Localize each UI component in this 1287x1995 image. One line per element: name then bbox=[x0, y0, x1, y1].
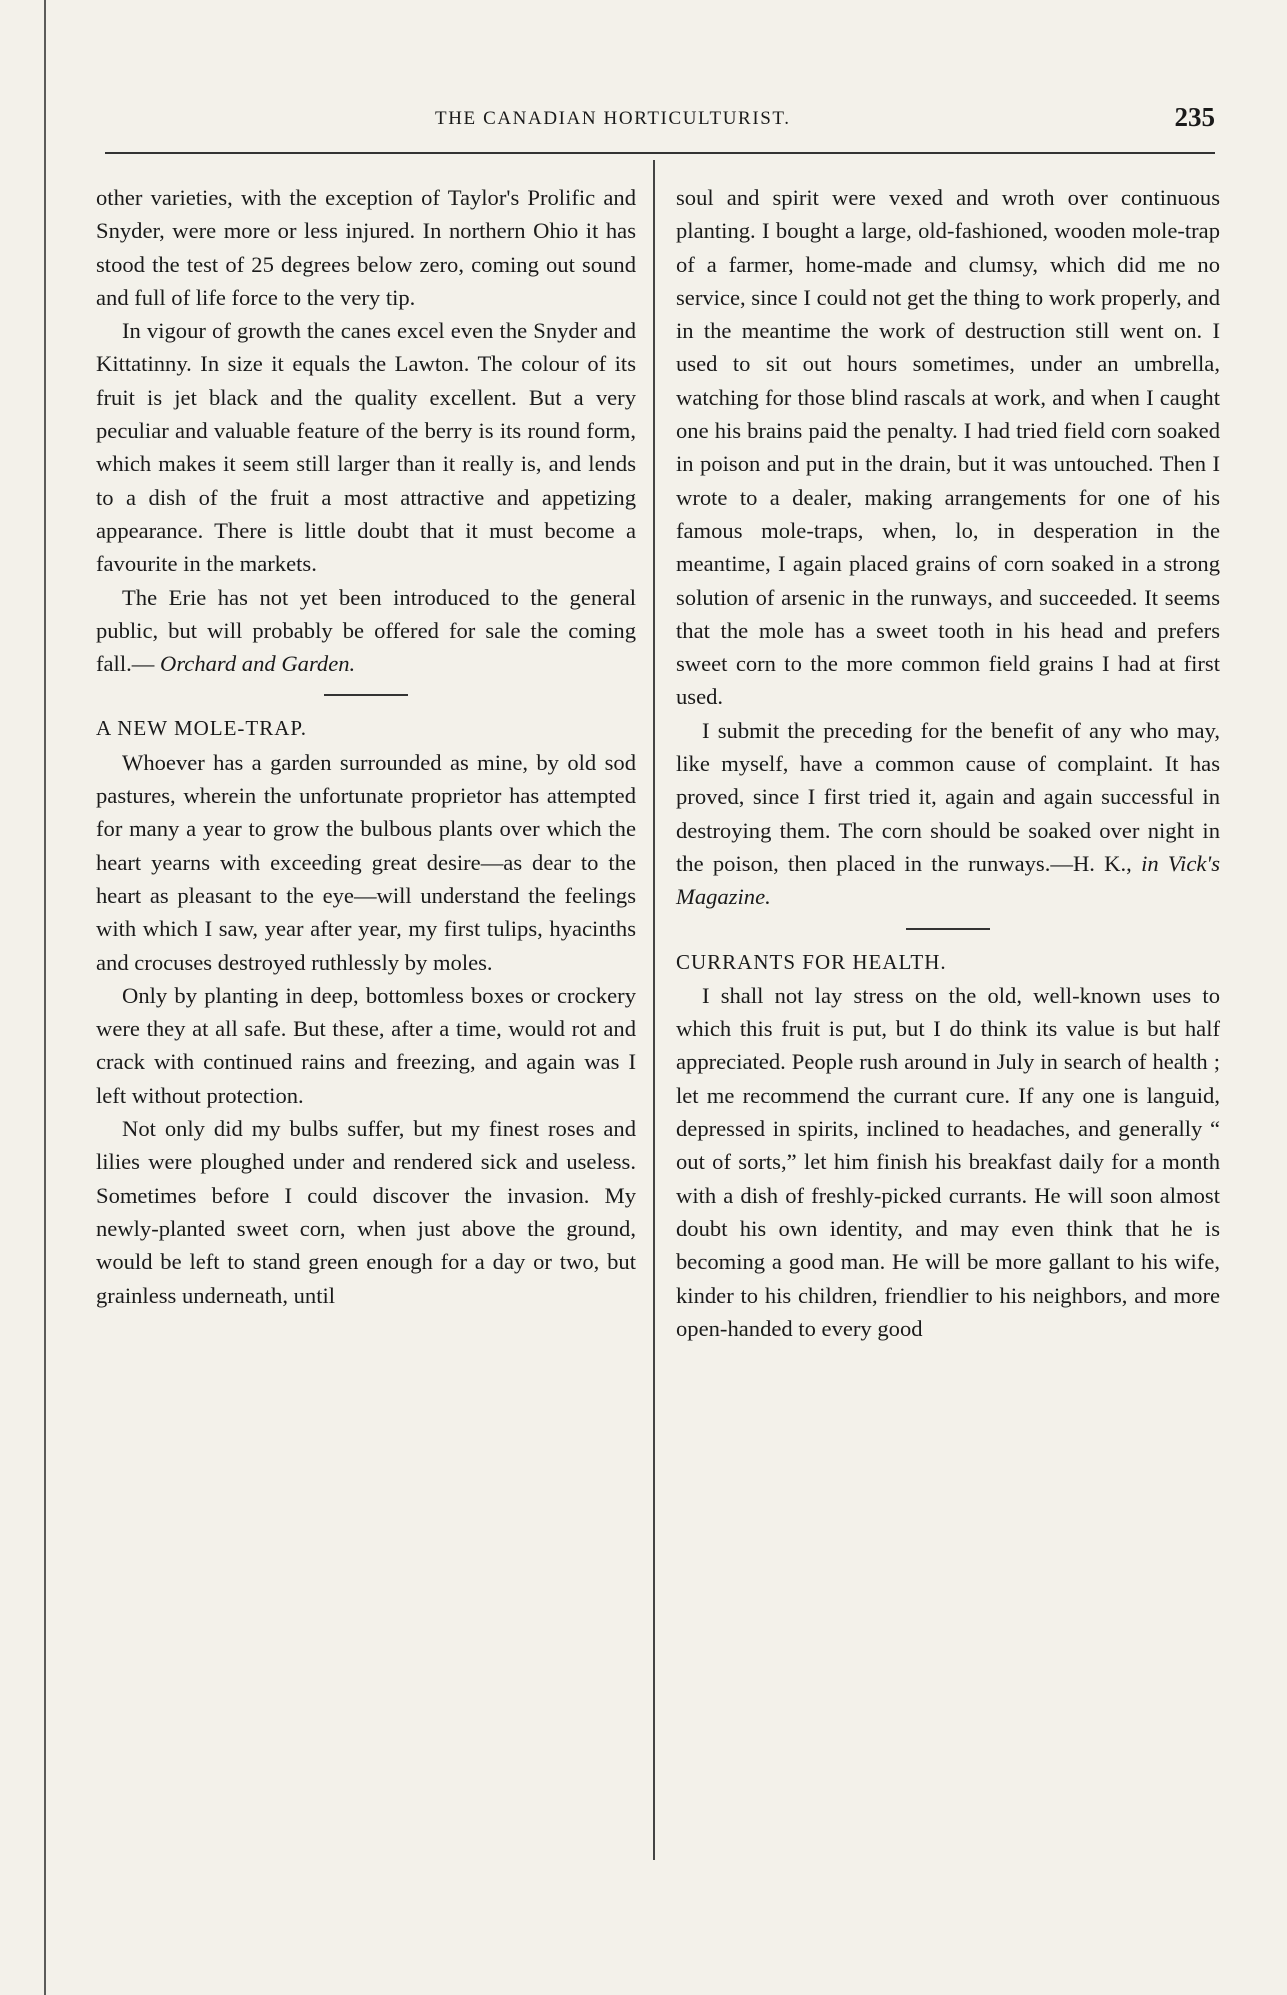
paragraph-with-source bbox=[676, 714, 1220, 914]
paragraph: other varieties, with the exception of Taylor's Prolific and Snyder, were more or less injured. In northern Ohio it has stood the test of 25 degrees below zero, coming out sound and full of life force to the very tip. bbox=[96, 185, 636, 310]
section-separator bbox=[906, 928, 990, 930]
paragraph: Whoever has a garden surrounded as mine, by old sod pastures, wherein the unfortunate proprietor has attempted for many a year to grow the bulbous plants over which the heart yearns with exceeding great desire—as dear to the heart as pleasant to the eye—will understand the feelings with which I saw, year after year, my first tulips, hyacinths and crocuses destroyed ruthlessly by moles. bbox=[96, 749, 636, 975]
paragraph: I shall not lay stress on the old, well-known uses to which this fruit is put, but I do think its value is but half appreciated. People rush around in July in search of health ; let me recommend the currant cure. If any one is languid, depressed in spirits, inclined to headaches, and generally “ out of sorts,” let him finish his breakfast daily for a month with a dish of freshly-picked currants. He will soon almost doubt his own identity, and may even think that he is becoming a good man. He will be more gallant to his wife, kinder to his children, friendlier to his neighbors, and more open-handed to every good bbox=[676, 982, 1220, 1341]
right-column bbox=[676, 181, 1220, 1345]
paragraph: Not only did my bulbs suffer, but my finest roses and lilies were ploughed under and rendered sick and useless. Sometimes before I could discover the invasion. My newly-planted sweet corn, when just above the ground, would be left to stand green enough for a day or two, but grainless underneath, until bbox=[96, 1116, 636, 1308]
paragraph: soul and spirit were vexed and wroth over continuous planting. I bought a large, old-fashioned, wooden mole-trap of a farmer, home-made and clumsy, which did me no service, since I could not get the thing to work properly, and in the meantime the work of destruction still went on. I used to sit out hours sometimes, under an umbrella, watching for those blind rascals at work, and when I caught one his brains paid the penalty. I had tried field corn soaked in poison and put in the drain, but it was untouched. Then I wrote to a dealer, making arrangements for one of his famous mole-traps, when, lo, in desperation in the meantime, I again placed grains of corn soaked in a strong solution of arsenic in the runways, and succeeded. It seems that the mole has a sweet tooth in his head and prefers sweet corn to the more common field grains I had at first used. bbox=[676, 185, 1220, 710]
paragraph: Only by planting in deep, bottomless boxes or crockery were they at all safe. But these, after a time, would rot and crack with continued rains and freezing, and again was I left without protection. bbox=[96, 982, 636, 1108]
left-column bbox=[96, 181, 636, 1312]
section-heading-currants: CURRANTS FOR HEALTH. bbox=[676, 949, 947, 974]
paragraph-with-source bbox=[96, 581, 636, 681]
paragraph: In vigour of growth the canes excel even the Snyder and Kittatinny. In size it equals the Lawton. The colour of its fruit is jet black and the quality excellent. But a very peculiar and valuable feature of the berry is its round form, which makes it seem still larger than it really is, and lends to a dish of the fruit a most attractive and appetizing appearance. There is little doubt that it must become a favourite in the markets. bbox=[96, 318, 636, 577]
paragraph-text: The Erie has not yet been introduced to the general public, but will probably be offered for sale the coming fall.— bbox=[96, 584, 636, 677]
binding-edge-line bbox=[44, 0, 46, 1995]
section-separator bbox=[324, 694, 408, 696]
running-title: THE CANADIAN HORTICULTURIST. bbox=[435, 108, 791, 129]
section-heading-mole-trap: A NEW MOLE-TRAP. bbox=[96, 716, 308, 741]
header-rule bbox=[105, 152, 1215, 154]
source-citation: in Vick's Magazine. bbox=[676, 850, 1221, 910]
page-number: 235 bbox=[1174, 102, 1215, 132]
column-divider bbox=[653, 160, 655, 1860]
paragraph-text: I submit the preceding for the benefit of any who may, like myself, have a common cause of complaint. It has proved, since I first tried it, again and again successful in destroying them. The corn should be soaked over night in the poison, then placed in the runways.—H. K., bbox=[676, 717, 1220, 876]
source-citation: Orchard and Garden. bbox=[160, 651, 356, 677]
running-header bbox=[105, 102, 1215, 144]
